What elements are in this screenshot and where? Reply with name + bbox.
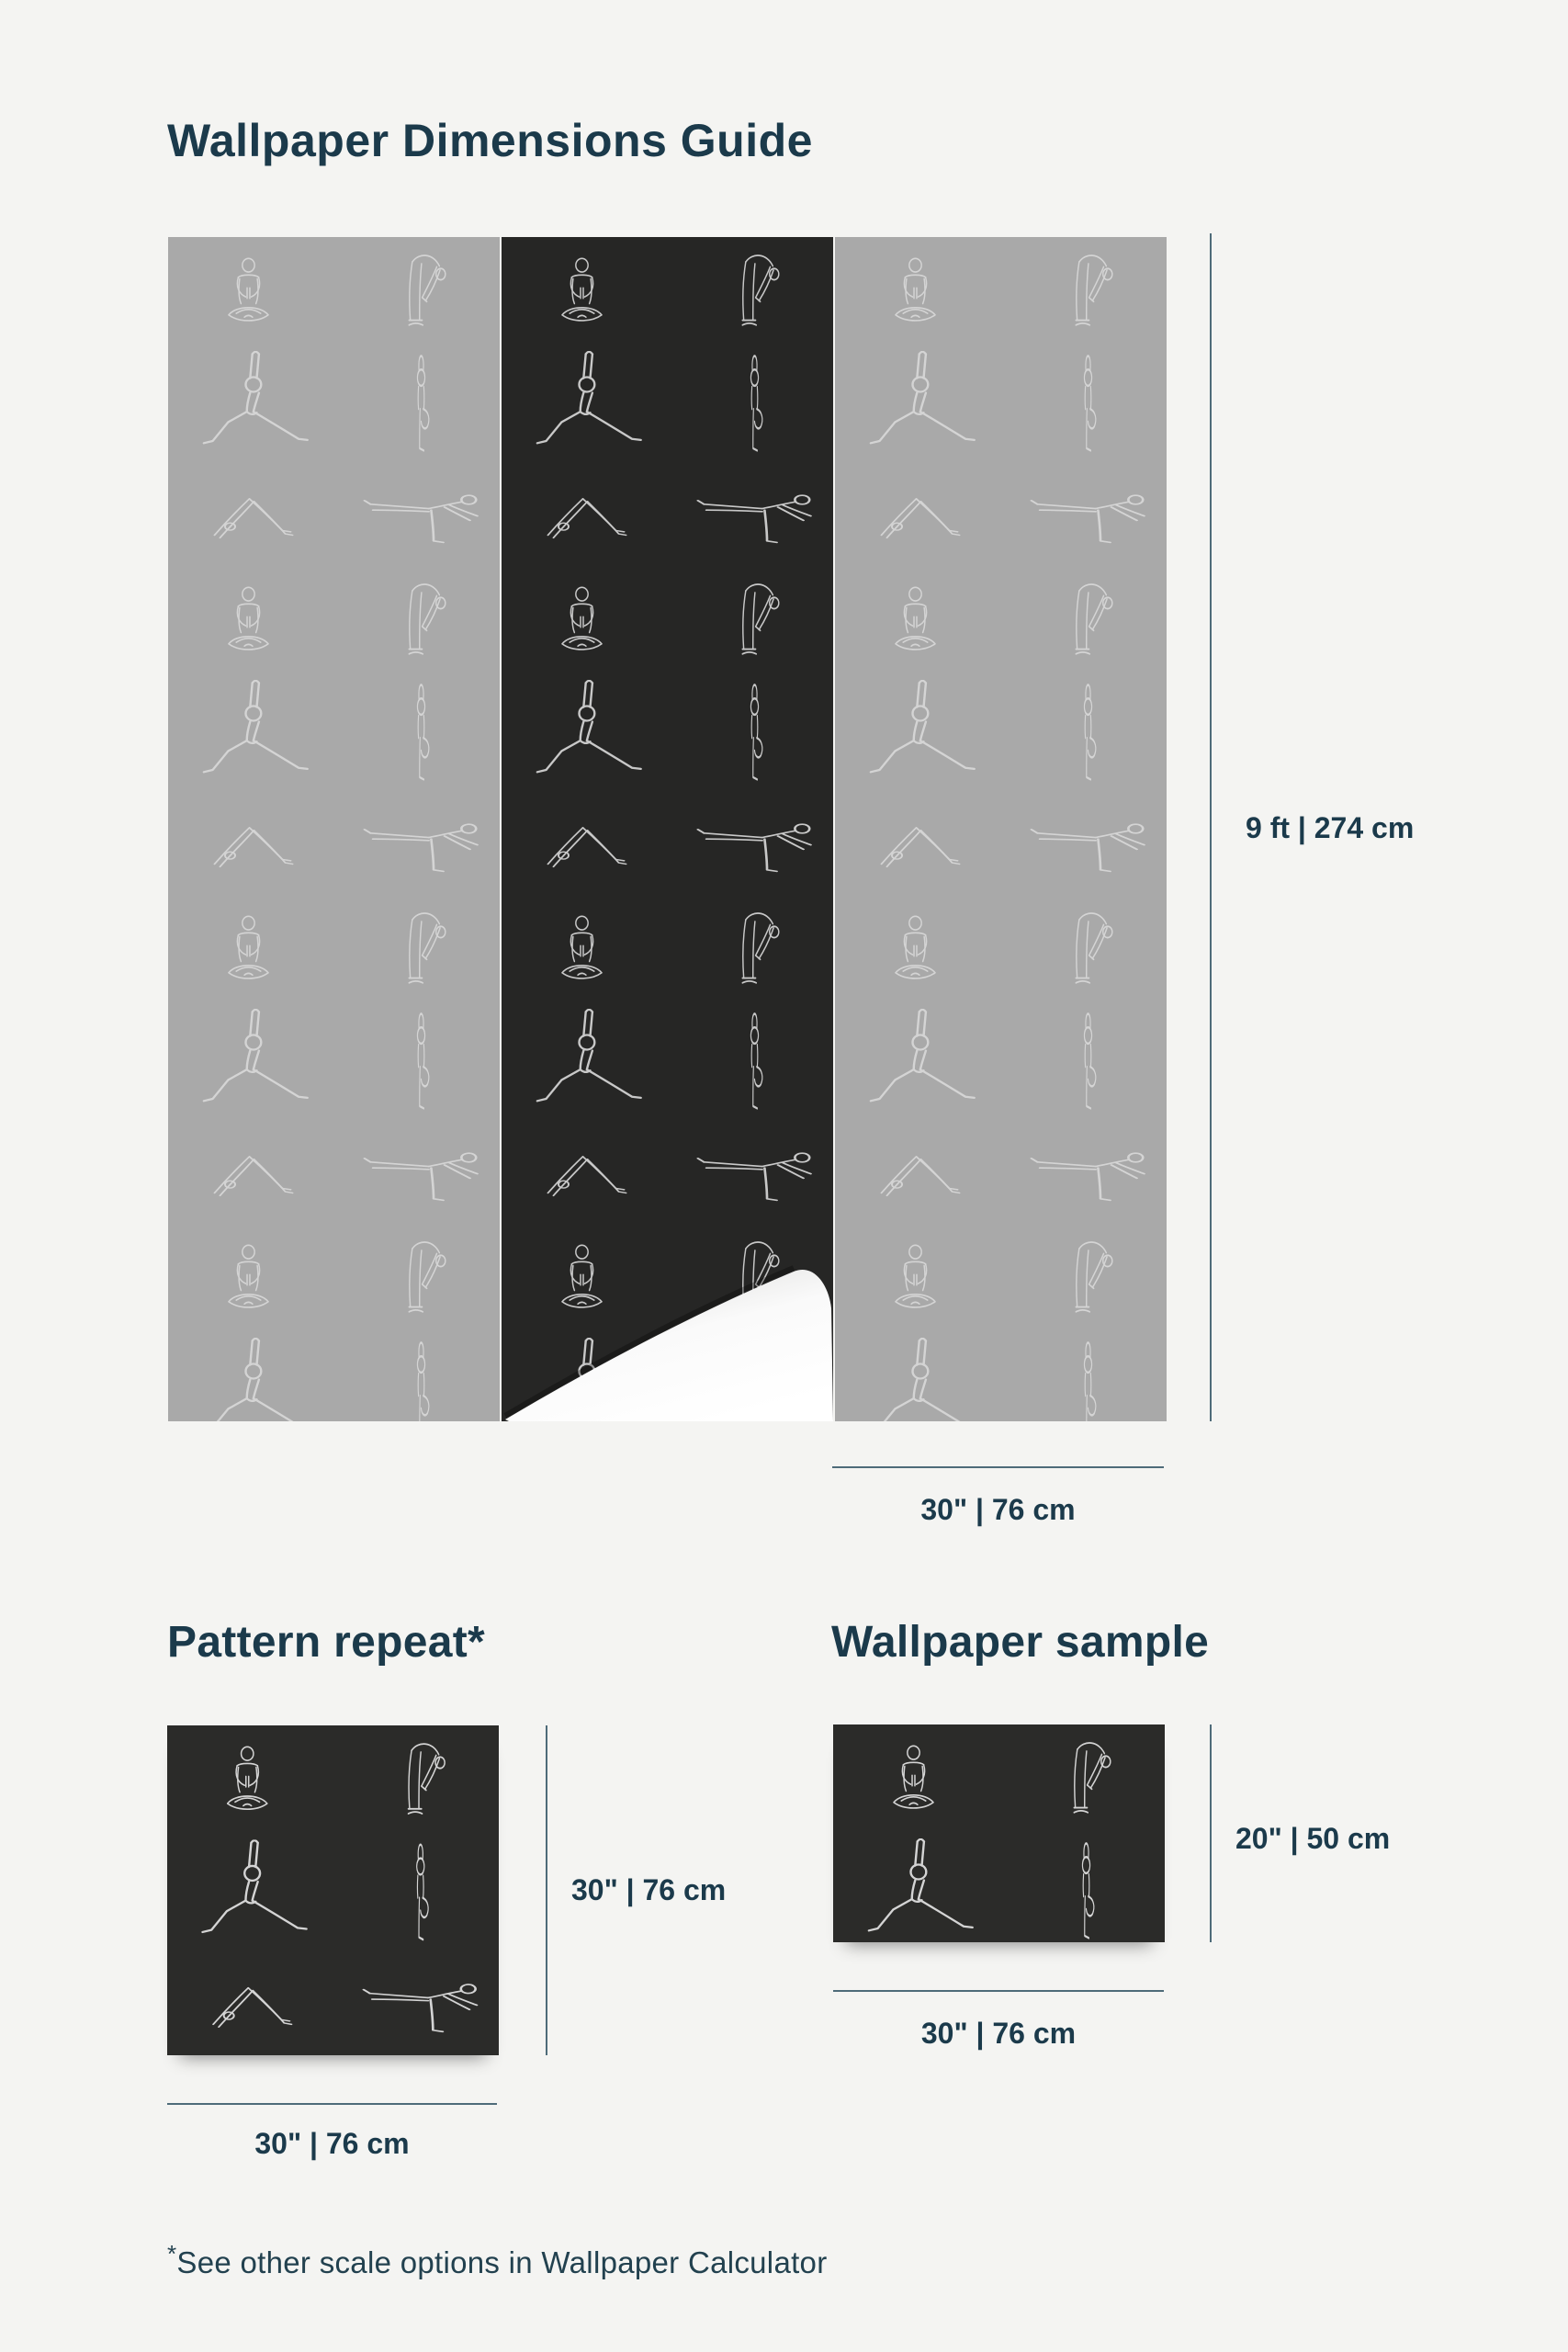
wallpaper-sample-heading: Wallpaper sample	[831, 1618, 1210, 1667]
wallpaper-sample-tile	[833, 1724, 1165, 1942]
pattern-repeat-height-dimension-line	[546, 1725, 547, 2055]
footnote-asterisk: *	[167, 2240, 177, 2267]
yoga-pattern-center	[502, 237, 833, 1421]
pattern-repeat-width-dimension-line	[167, 2103, 497, 2105]
wallpaper-panel-right	[835, 237, 1167, 1421]
pattern-repeat-heading: Pattern repeat*	[167, 1618, 485, 1667]
wallpaper-panel-center	[502, 237, 833, 1421]
roll-width-label: 30" | 76 cm	[920, 1493, 1076, 1526]
yoga-pattern-left	[168, 237, 500, 1421]
sample-width-label: 30" | 76 cm	[920, 2017, 1077, 2050]
roll-height-label: 9 ft | 274 cm	[1246, 811, 1415, 844]
wallpaper-panel-left	[168, 237, 500, 1421]
sample-width-dimension-line	[833, 1990, 1164, 1992]
yoga-pattern-right	[835, 237, 1167, 1421]
footnote	[167, 2240, 828, 2280]
wallpaper-sample-swatch	[833, 1724, 1165, 1942]
page-title: Wallpaper Dimensions Guide	[167, 115, 813, 166]
pattern-repeat-height-label: 30" | 76 cm	[571, 1873, 727, 1906]
wallpaper-roll-diagram	[168, 237, 1167, 1421]
pattern-repeat-swatch	[167, 1725, 499, 2055]
sample-height-dimension-line	[1210, 1724, 1212, 1942]
pattern-repeat-tile	[167, 1725, 499, 2055]
footnote-text: See other scale options in Wallpaper Calculator	[176, 2245, 828, 2279]
roll-width-dimension-line	[832, 1466, 1164, 1468]
sample-height-label: 20" | 50 cm	[1235, 1822, 1391, 1855]
pattern-repeat-width-label: 30" | 76 cm	[254, 2127, 410, 2160]
roll-height-dimension-line	[1210, 233, 1212, 1421]
